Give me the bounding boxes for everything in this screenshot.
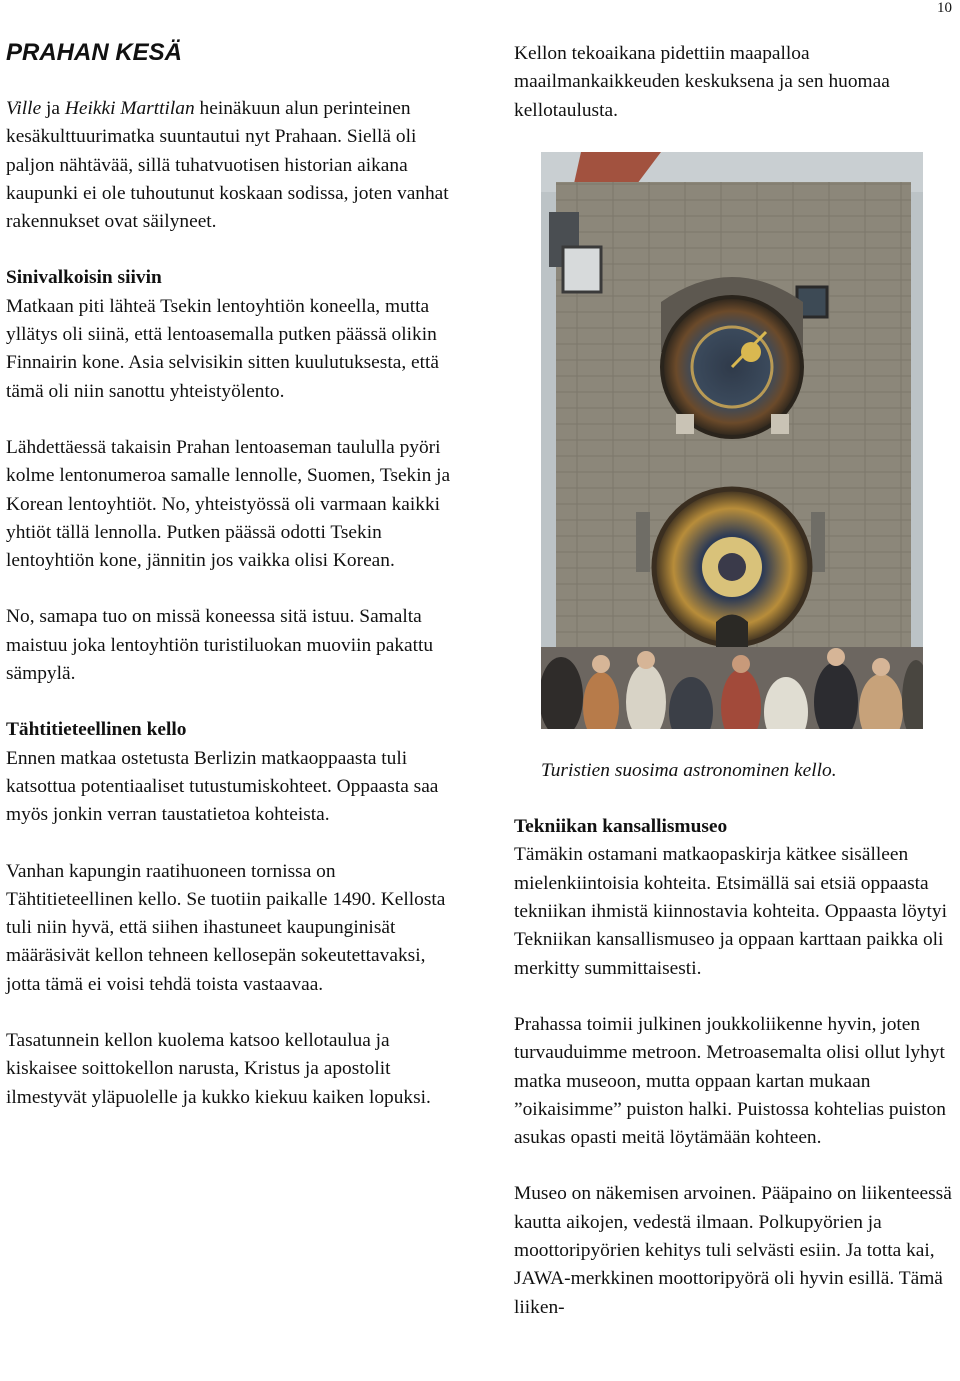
clock-paragraph-3: Tasatunnein kellon kuolema katsoo kellotaulua ja kiskaisee soittokellon narusta, Kristus ja apostolit ilmestyvät yläpuolelle ja kukko kiekuu kaiken lopuksi.	[6, 1030, 431, 1108]
astronomical-clock-photo	[541, 152, 923, 729]
flight-paragraph-1: Matkaan piti lähteä Tsekin lentoyhtiön koneella, mutta yllätys oli siinä, että lentoasemalla putken päässä olikin Finnairin kone. Asia selvisikin sitten kuulutuksesta, että tämä oli niin sanottu yhteistyölento.	[6, 295, 440, 402]
flight-paragraph-2: Lähdettäessä takaisin Prahan lentoaseman taululla pyöri kolme lentonumeroa samalle lennolle, Suomen, Tsekin ja Korean lentoyhtiöt. No, yhteistyössä oli varmaan kaikki yhtiöt tällä lennolla. Putken päässä odotti Tsekin lentoyhtiön kone, jännitin jos vaikka olisi Korean.	[6, 436, 451, 572]
article-title: PRAHAN KESÄ	[6, 39, 183, 66]
flight-paragraph-3: No, samapa tuo on missä koneessa sitä istuu. Samalta maistuu joka lentoyhtiön turistiluokan muoviin pakattu sämpylä.	[6, 606, 434, 685]
intro-paragraph	[6, 95, 451, 236]
intro-connector: ja	[41, 98, 65, 119]
page-number: 10	[937, 0, 952, 16]
intro-text: heinäkuun alun perinteinen kesäkulttuurimatka suuntautui nyt Prahaan. Siellä oli paljon nähtävää, sillä tuhatvuotisen historian aikana kaupunki ei ole tuhoutunut koskaan sodissa, joten vanhat rakennukset ovat säilyneet.	[6, 98, 449, 233]
section-heading-flight: Sinivalkoisin siivin	[6, 267, 162, 289]
clock-note-paragraph: Kellon tekoaikana pidettiin maapalloa maailmankaikkeuden keskuksena ja sen huomaa kellotaulusta.	[514, 43, 890, 121]
museum-paragraph-2: Prahassa toimii julkinen joukkoliikenne hyvin, joten turvauduimme metroon. Metroasemalta olisi ollut lyhyt matka museoon, mutta oppaan kartan mukaan ”oikaisimme” puiston halki. Puistossa kohtelias puiston asukas opasti meitä löytämään kohteen.	[514, 1013, 946, 1149]
clock-paragraph-1: Ennen matkaa ostetusta Berlizin matkaoppaasta tuli katsottua potentiaaliset tutustumiskohteet. Oppaasta saa myös jonkin verran taustatietoa kohteista.	[6, 747, 439, 826]
section-heading-museum: Tekniikan kansallismuseo	[514, 816, 728, 838]
museum-paragraph-3: Museo on näkemisen arvoinen. Pääpaino on liikenteessä kautta aikojen, vedestä ilmaan. Polkupyörien ja moottoripyörien kehitys tuli selvästi esiin. Ja totta kai, JAWA-merkkinen moottoripyörä oli hyvin esillä. Tämä liiken-	[514, 1183, 952, 1318]
intro-name-ville: Ville	[6, 98, 42, 119]
photo-caption: Turistien suosima astronominen kello.	[541, 759, 837, 781]
section-heading-clock: Tähtitieteellinen kello	[6, 719, 187, 741]
intro-name-heikki: Heikki Marttilan	[64, 98, 195, 119]
left-column	[6, 95, 451, 1112]
clock-paragraph-2: Vanhan kapungin raatihuoneen tornissa on Tähtitieteellinen kello. Se tuotiin paikalle 1490. Kellosta tuli niin hyvä, että siihen ihastuneet kaupunginisät määräsivät kellon tehneen kellosepän sokeutettavaksi, jotta tämä ei voisi tehdä toista vastaavaa.	[6, 860, 446, 995]
museum-paragraph-1: Tämäkin ostamani matkaopaskirja kätkee sisälleen mielenkiintoisia kohteita. Etsimällä sai etsiä oppaasta tekniikan ihmistä kiinnostavia kohteita. Oppaasta löytyi Tekniikan kansallismuseo ja oppaan karttaan paikka oli merkitty summittaisesti.	[514, 844, 947, 979]
right-column	[514, 40, 954, 1322]
